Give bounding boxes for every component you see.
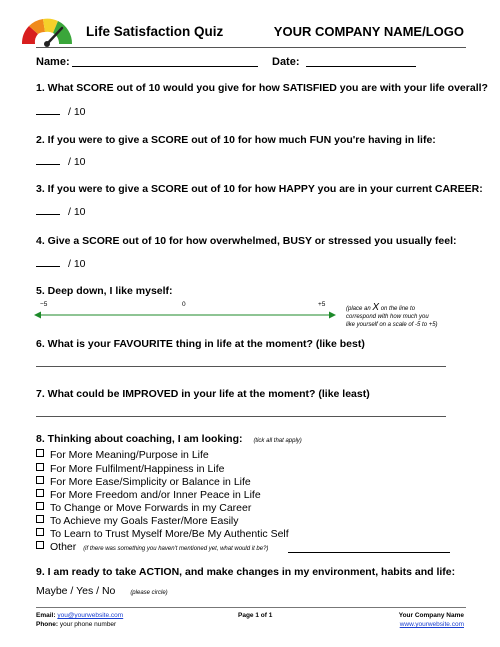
checkbox-icon <box>36 489 44 497</box>
answer-4[interactable]: / 10 <box>36 256 86 270</box>
option-other[interactable]: Other (if there was something you haven't mentioned yet, what would it be?) <box>36 541 268 553</box>
answer-3[interactable]: / 10 <box>36 204 86 218</box>
question-5: 5. Deep down, I like myself: <box>36 285 173 297</box>
scale-mid-label: 0 <box>182 301 186 308</box>
checkbox-icon <box>36 449 44 457</box>
question-3: 3. If you were to give a SCORE out of 10 for how HAPPY you are in your current CAREER: <box>36 183 483 195</box>
answer-2[interactable]: / 10 <box>36 154 86 168</box>
scale-instructions: (place an X on the line to correspond with how much you like yourself on a scale of -5 to +5) <box>346 302 438 328</box>
answer-6-line[interactable] <box>36 366 446 367</box>
self-like-scale[interactable] <box>34 309 336 321</box>
answer-7-line[interactable] <box>36 416 446 417</box>
question-8: 8. Thinking about coaching, I am looking: (tick all that apply) <box>36 433 302 445</box>
checkbox-icon <box>36 541 44 549</box>
name-label: Name: <box>36 56 70 68</box>
name-field[interactable] <box>72 66 258 67</box>
answer-1[interactable]: / 10 <box>36 104 86 118</box>
checkbox-icon <box>36 476 44 484</box>
gauge-logo-icon <box>18 12 76 48</box>
scale-max-label: +5 <box>318 301 326 308</box>
option-6[interactable]: To Achieve my Goals Faster/More Easily <box>36 515 238 527</box>
checkbox-icon <box>36 502 44 510</box>
circle-note: (please circle) <box>130 590 168 596</box>
checkbox-icon <box>36 463 44 471</box>
website-link[interactable]: www.yourwebsite.com <box>399 621 464 628</box>
date-label: Date: <box>272 56 300 68</box>
company-name-logo: YOUR COMPANY NAME/LOGO <box>273 24 464 39</box>
question-7: 7. What could be IMPROVED in your life at the moment? (like least) <box>36 388 370 400</box>
option-2[interactable]: For More Fulfilment/Happiness in Life <box>36 463 225 475</box>
other-note: (if there was something you haven't mentioned yet, what would it be?) <box>83 546 269 552</box>
option-1[interactable]: For More Meaning/Purpose in Life <box>36 449 209 461</box>
footer-email: Email: you@yourwebsite.com <box>36 612 124 619</box>
action-choices[interactable]: Maybe / Yes / No (please circle) <box>36 585 168 597</box>
question-9: 9. I am ready to take ACTION, and make changes in my environment, habits and life: <box>36 566 456 578</box>
email-link[interactable]: you@yourwebsite.com <box>57 612 124 619</box>
option-5[interactable]: To Change or Move Forwards in my Career <box>36 502 251 514</box>
option-4[interactable]: For More Freedom and/or Inner Peace in Life <box>36 489 261 501</box>
q8-note: (tick all that apply) <box>253 438 302 444</box>
footer-divider <box>36 607 466 608</box>
header-divider <box>36 47 466 48</box>
other-answer-line[interactable] <box>288 552 450 553</box>
x-mark: X <box>372 302 380 313</box>
page-number: Page 1 of 1 <box>238 612 273 619</box>
checkbox-icon <box>36 515 44 523</box>
question-4: 4. Give a SCORE out of 10 for how overwhelmed, BUSY or stressed you usually feel: <box>36 235 457 247</box>
option-3[interactable]: For More Ease/Simplicity or Balance in Life <box>36 476 251 488</box>
scale-min-label: −5 <box>40 301 48 308</box>
date-field[interactable] <box>306 66 416 67</box>
page-title: Life Satisfaction Quiz <box>86 24 224 39</box>
question-6: 6. What is your FAVOURITE thing in life at the moment? (like best) <box>36 338 365 350</box>
question-1: 1. What SCORE out of 10 would you give for how SATISFIED you are with your life overall? <box>36 82 488 94</box>
question-2: 2. If you were to give a SCORE out of 10 for how much FUN you're having in life: <box>36 134 436 146</box>
footer-phone: Phone: your phone number <box>36 621 117 628</box>
checkbox-icon <box>36 528 44 536</box>
footer-company: Your Company Name <box>398 612 464 619</box>
option-7[interactable]: To Learn to Trust Myself More/Be My Authentic Self <box>36 528 289 540</box>
